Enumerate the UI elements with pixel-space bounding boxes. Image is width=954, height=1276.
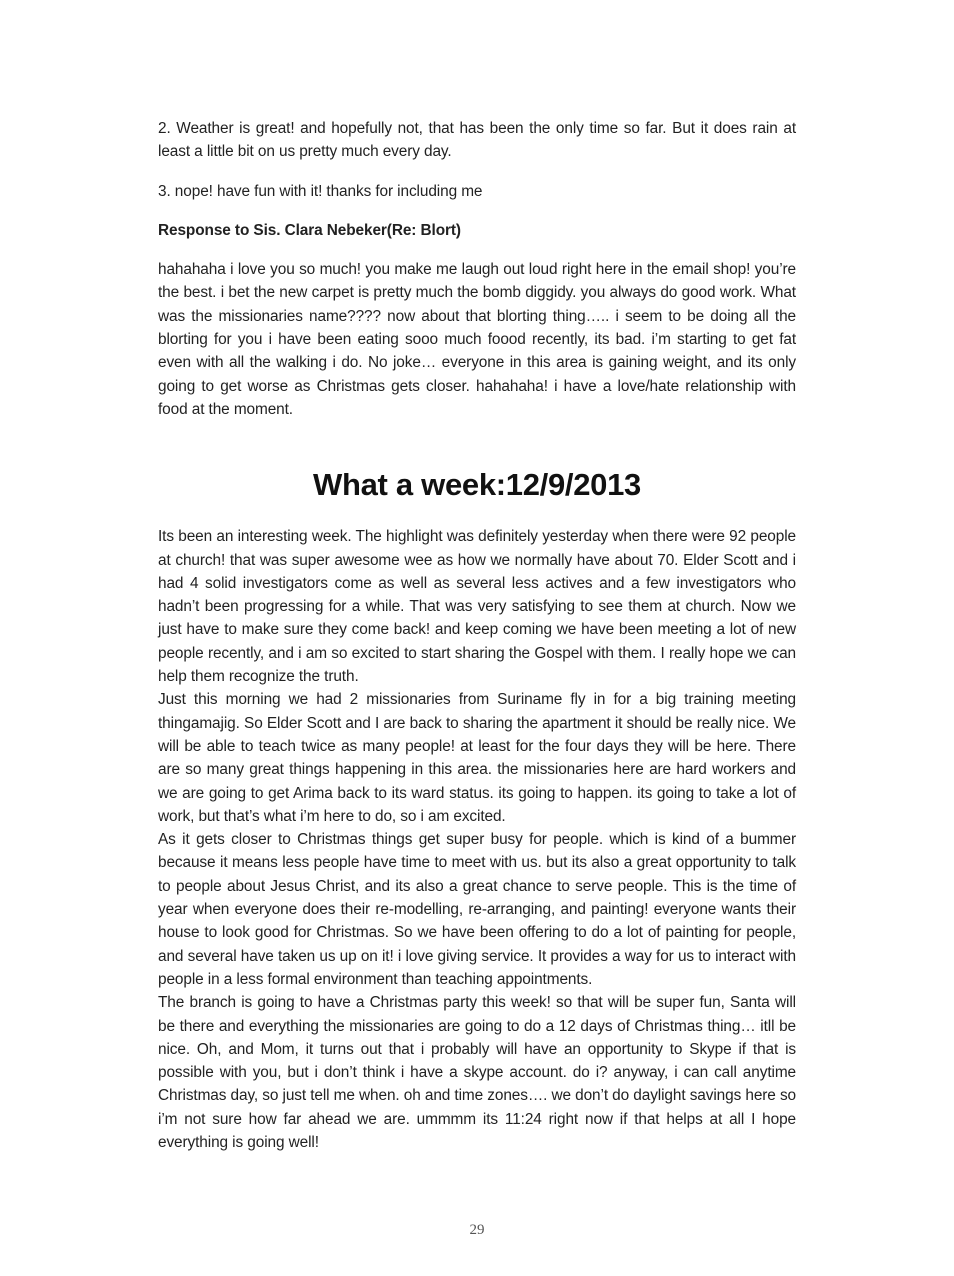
body-paragraph: Just this morning we had 2 missionaries from Suriname fly in for a big training meeting thingamajig. So Elder Scott and I are back to sharing the apartment it should be really nice. We will be able to teach twice as many people! at least for the four days they will be here. There are so many great things happening in this area. the missionaries here are hard workers and we are going to get Arima back to its ward status. its going to happen. its going to take a lot of work, but that’s what i’m here to do, so i am excited. [158, 691, 796, 825]
answer-paragraph-nope: 3. nope! have fun with it! thanks for including me [158, 182, 483, 200]
section-title: What a week:12/9/2013 [313, 467, 641, 503]
body-paragraph: As it gets closer to Christmas things get super busy for people. which is kind of a bummer because it means less people have time to meet with us. but its also a great opportunity to talk to people about Jesus Christ, and its also a great chance to serve people. This is the time of year when everyone does their re-modelling, re-arranging, and painting! everyone wants their house to look good for Christmas. So we have been offering to do a lot of painting for people, and several have taken us up on it! i love giving service. It provides a way for us to interact with people in a less formal environment than teaching appointments. [158, 831, 796, 988]
body-paragraph: Its been an interesting week. The highlight was definitely yesterday when there were 92 people at church! that was super awesome wee as how we normally have about 70. Elder Scott and i had 4 solid investigators come as well as several less actives and a few investigators who hadn’t been progressing for a while. That was very satisfying to see them at church. Now we just have to make sure they come back! and keep coming we have been meeting a lot of new people recently, and i am so excited to start sharing the Gospel with them. I really hope we can help them recognize the truth. [158, 528, 796, 686]
page-number: 29 [469, 1222, 485, 1238]
answer-paragraph-weather: 2. Weather is great! and hopefully not, that has been the only time so far. But it does rain at least a little bit on us pretty much every day. [158, 120, 796, 161]
response-paragraph: hahahaha i love you so much! you make me laugh out loud right here in the email shop! you’re the best. i bet the new carpet is pretty much the bomb diggidy. you always do good work. What was the missionaries name???? now about that blorting thing….. i seem to be doing all the blorting for you i have been eating sooo much foood recently, its bad. i’m starting to get fat even with all the walking i do. No joke… everyone in this area is gaining weight, and its only going to get worse as Christmas gets closer. hahahaha! i have a love/hate relationship with food at the moment. [158, 261, 796, 418]
letter-body [158, 525, 796, 1154]
response-heading: Response to Sis. Clara Nebeker(Re: Blort) [158, 221, 461, 239]
document-page [158, 117, 796, 1154]
body-paragraph: The branch is going to have a Christmas party this week! so that will be super fun, Santa will be there and everything the missionaries are going to do a 12 days of Christmas thing… itll be nice. Oh, and Mom, it turns out that i probably will have an opportunity to Skype if that is possible with you, but i don’t think i have a skype account. do i? anyway, i can call anytime Christmas day, so just tell me when. oh and time zones…. we don’t do daylight savings here so i’m not sure how far ahead we are. ummmm its 11:24 right now if that helps at all I hope everything is going well! [158, 994, 797, 1151]
